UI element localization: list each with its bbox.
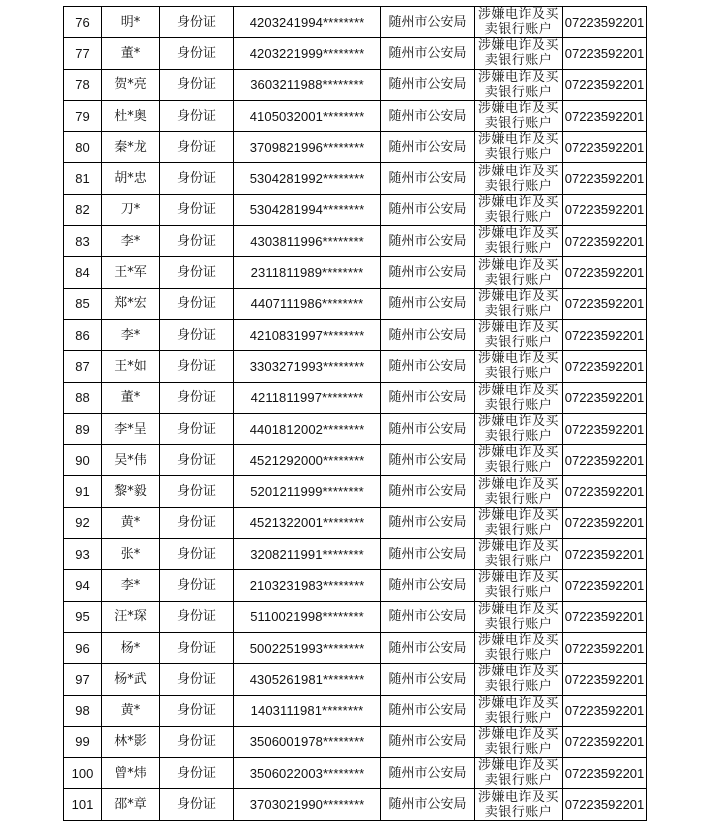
- name-cell: 李*: [102, 570, 160, 601]
- row-number-cell: 79: [64, 100, 102, 131]
- phone-cell: 07223592201: [563, 476, 647, 507]
- id-type-cell: 身份证: [160, 570, 234, 601]
- reason-line: 卖银行账户: [484, 773, 553, 789]
- reason-line: 卖银行账户: [484, 335, 553, 351]
- row-number-cell: 78: [64, 69, 102, 100]
- phone-cell: 07223592201: [563, 539, 647, 570]
- id-type-cell: 身份证: [160, 319, 234, 350]
- authority-cell: 随州市公安局: [381, 601, 475, 632]
- id-number-cell: 2103231983********: [234, 570, 381, 601]
- row-number-cell: 99: [64, 726, 102, 757]
- reason-line: 涉嫌电诈及买: [477, 601, 559, 617]
- authority-cell: 随州市公安局: [381, 413, 475, 444]
- authority-cell: 随州市公安局: [381, 100, 475, 131]
- row-number-cell: 89: [64, 413, 102, 444]
- name-cell: 吴*伟: [102, 445, 160, 476]
- reason-cell: [475, 382, 563, 413]
- reason-line: 卖银行账户: [484, 679, 553, 695]
- id-number-cell: 4105032001********: [234, 100, 381, 131]
- phone-cell: 07223592201: [563, 7, 647, 38]
- authority-cell: 随州市公安局: [381, 319, 475, 350]
- reason-line: 卖银行账户: [484, 710, 553, 726]
- id-number-cell: 4305261981********: [234, 664, 381, 695]
- id-number-cell: 4210831997********: [234, 319, 381, 350]
- phone-cell: 07223592201: [563, 319, 647, 350]
- id-number-cell: 3709821996********: [234, 132, 381, 163]
- authority-cell: 随州市公安局: [381, 132, 475, 163]
- reason-line: 涉嫌电诈及买: [477, 382, 559, 398]
- phone-cell: 07223592201: [563, 100, 647, 131]
- name-cell: 汪*琛: [102, 601, 160, 632]
- id-number-cell: 2311811989********: [234, 257, 381, 288]
- phone-cell: 07223592201: [563, 382, 647, 413]
- phone-cell: 07223592201: [563, 664, 647, 695]
- id-type-cell: 身份证: [160, 758, 234, 789]
- authority-cell: 随州市公安局: [381, 789, 475, 820]
- table-row: [64, 288, 647, 319]
- id-number-cell: 5201211999********: [234, 476, 381, 507]
- table-row: [64, 664, 647, 695]
- id-type-cell: 身份证: [160, 601, 234, 632]
- id-number-cell: 3603211988********: [234, 69, 381, 100]
- id-type-cell: 身份证: [160, 413, 234, 444]
- reason-line: 卖银行账户: [484, 84, 553, 100]
- authority-cell: 随州市公安局: [381, 257, 475, 288]
- id-number-cell: 4203221999********: [234, 38, 381, 69]
- reason-cell: [475, 476, 563, 507]
- name-cell: 黄*: [102, 695, 160, 726]
- row-number-cell: 97: [64, 664, 102, 695]
- reason-line: 涉嫌电诈及买: [477, 476, 559, 492]
- id-type-cell: 身份证: [160, 100, 234, 131]
- id-number-cell: 3208211991********: [234, 539, 381, 570]
- reason-cell: [475, 351, 563, 382]
- row-number-cell: 83: [64, 226, 102, 257]
- id-number-cell: 5002251993********: [234, 632, 381, 663]
- reason-cell: [475, 100, 563, 131]
- table-row: [64, 38, 647, 69]
- records-table-body: [64, 7, 647, 821]
- reason-line: 卖银行账户: [484, 804, 553, 820]
- row-number-cell: 93: [64, 539, 102, 570]
- reason-line: 涉嫌电诈及买: [477, 726, 559, 742]
- row-number-cell: 87: [64, 351, 102, 382]
- authority-cell: 随州市公安局: [381, 664, 475, 695]
- reason-line: 卖银行账户: [484, 741, 553, 757]
- authority-cell: 随州市公安局: [381, 570, 475, 601]
- id-type-cell: 身份证: [160, 38, 234, 69]
- reason-cell: [475, 507, 563, 538]
- id-type-cell: 身份证: [160, 726, 234, 757]
- table-row: [64, 194, 647, 225]
- name-cell: 杜*奥: [102, 100, 160, 131]
- reason-line: 涉嫌电诈及买: [477, 539, 559, 555]
- row-number-cell: 100: [64, 758, 102, 789]
- reason-line: 卖银行账户: [484, 116, 553, 132]
- name-cell: 李*呈: [102, 413, 160, 444]
- row-number-cell: 82: [64, 194, 102, 225]
- reason-line: 涉嫌电诈及买: [477, 633, 559, 649]
- phone-cell: 07223592201: [563, 132, 647, 163]
- reason-cell: [475, 38, 563, 69]
- id-type-cell: 身份证: [160, 132, 234, 163]
- id-type-cell: 身份证: [160, 445, 234, 476]
- authority-cell: 随州市公安局: [381, 382, 475, 413]
- row-number-cell: 92: [64, 507, 102, 538]
- reason-line: 涉嫌电诈及买: [477, 69, 559, 85]
- table-row: [64, 539, 647, 570]
- id-type-cell: 身份证: [160, 163, 234, 194]
- id-number-cell: 5304281992********: [234, 163, 381, 194]
- reason-cell: [475, 632, 563, 663]
- reason-line: 涉嫌电诈及买: [477, 163, 559, 179]
- phone-cell: 07223592201: [563, 695, 647, 726]
- row-number-cell: 80: [64, 132, 102, 163]
- authority-cell: 随州市公安局: [381, 194, 475, 225]
- reason-cell: [475, 664, 563, 695]
- phone-cell: 07223592201: [563, 601, 647, 632]
- reason-line: 涉嫌电诈及买: [477, 570, 559, 586]
- records-table: [63, 6, 647, 821]
- reason-cell: [475, 226, 563, 257]
- name-cell: 秦*龙: [102, 132, 160, 163]
- table-row: [64, 132, 647, 163]
- row-number-cell: 98: [64, 695, 102, 726]
- name-cell: 明*: [102, 7, 160, 38]
- reason-line: 卖银行账户: [484, 22, 553, 38]
- name-cell: 董*: [102, 382, 160, 413]
- reason-cell: [475, 695, 563, 726]
- table-row: [64, 570, 647, 601]
- row-number-cell: 76: [64, 7, 102, 38]
- table-row: [64, 226, 647, 257]
- authority-cell: 随州市公安局: [381, 38, 475, 69]
- id-number-cell: 4401812002********: [234, 413, 381, 444]
- name-cell: 王*如: [102, 351, 160, 382]
- id-type-cell: 身份证: [160, 695, 234, 726]
- id-number-cell: 1403111981********: [234, 695, 381, 726]
- id-type-cell: 身份证: [160, 257, 234, 288]
- reason-line: 卖银行账户: [484, 147, 553, 163]
- table-row: [64, 445, 647, 476]
- name-cell: 刀*: [102, 194, 160, 225]
- reason-line: 卖银行账户: [484, 366, 553, 382]
- reason-line: 卖银行账户: [484, 460, 553, 476]
- reason-line: 涉嫌电诈及买: [477, 695, 559, 711]
- table-row: [64, 789, 647, 820]
- phone-cell: 07223592201: [563, 570, 647, 601]
- id-type-cell: 身份证: [160, 194, 234, 225]
- id-type-cell: 身份证: [160, 351, 234, 382]
- phone-cell: 07223592201: [563, 726, 647, 757]
- reason-line: 涉嫌电诈及买: [477, 38, 559, 54]
- table-row: [64, 69, 647, 100]
- phone-cell: 07223592201: [563, 413, 647, 444]
- authority-cell: 随州市公安局: [381, 69, 475, 100]
- authority-cell: 随州市公安局: [381, 163, 475, 194]
- id-number-cell: 4211811997********: [234, 382, 381, 413]
- table-row: [64, 601, 647, 632]
- reason-line: 卖银行账户: [484, 429, 553, 444]
- reason-line: 涉嫌电诈及买: [477, 226, 559, 242]
- reason-cell: [475, 7, 563, 38]
- row-number-cell: 94: [64, 570, 102, 601]
- reason-cell: [475, 789, 563, 820]
- reason-cell: [475, 445, 563, 476]
- reason-cell: [475, 194, 563, 225]
- phone-cell: 07223592201: [563, 257, 647, 288]
- name-cell: 胡*忠: [102, 163, 160, 194]
- reason-line: 卖银行账户: [484, 303, 553, 319]
- authority-cell: 随州市公安局: [381, 445, 475, 476]
- id-number-cell: 3303271993********: [234, 351, 381, 382]
- authority-cell: 随州市公安局: [381, 226, 475, 257]
- name-cell: 黄*: [102, 507, 160, 538]
- reason-cell: [475, 69, 563, 100]
- name-cell: 郑*宏: [102, 288, 160, 319]
- reason-line: 涉嫌电诈及买: [477, 257, 559, 273]
- table-row: [64, 758, 647, 789]
- name-cell: 曾*炜: [102, 758, 160, 789]
- id-type-cell: 身份证: [160, 382, 234, 413]
- reason-line: 涉嫌电诈及买: [477, 445, 559, 461]
- reason-cell: [475, 758, 563, 789]
- table-row: [64, 695, 647, 726]
- table-row: [64, 7, 647, 38]
- reason-cell: [475, 132, 563, 163]
- reason-cell: [475, 413, 563, 444]
- reason-line: 涉嫌电诈及买: [477, 288, 559, 304]
- phone-cell: 07223592201: [563, 789, 647, 820]
- id-number-cell: 4521322001********: [234, 507, 381, 538]
- reason-cell: [475, 726, 563, 757]
- row-number-cell: 84: [64, 257, 102, 288]
- reason-line: 涉嫌电诈及买: [477, 320, 559, 336]
- id-number-cell: 4521292000********: [234, 445, 381, 476]
- table-row: [64, 507, 647, 538]
- reason-line: 卖银行账户: [484, 397, 553, 413]
- authority-cell: 随州市公安局: [381, 351, 475, 382]
- phone-cell: 07223592201: [563, 632, 647, 663]
- reason-line: 卖银行账户: [484, 178, 553, 194]
- name-cell: 杨*武: [102, 664, 160, 695]
- reason-line: 涉嫌电诈及买: [477, 664, 559, 680]
- authority-cell: 随州市公安局: [381, 695, 475, 726]
- phone-cell: 07223592201: [563, 445, 647, 476]
- reason-line: 涉嫌电诈及买: [477, 194, 559, 210]
- phone-cell: 07223592201: [563, 507, 647, 538]
- authority-cell: 随州市公安局: [381, 632, 475, 663]
- id-number-cell: 4303811996********: [234, 226, 381, 257]
- row-number-cell: 96: [64, 632, 102, 663]
- reason-line: 卖银行账户: [484, 522, 553, 538]
- table-row: [64, 476, 647, 507]
- authority-cell: 随州市公安局: [381, 7, 475, 38]
- reason-line: 涉嫌电诈及买: [477, 507, 559, 523]
- id-type-cell: 身份证: [160, 69, 234, 100]
- name-cell: 林*影: [102, 726, 160, 757]
- phone-cell: 07223592201: [563, 758, 647, 789]
- reason-line: 涉嫌电诈及买: [477, 7, 559, 23]
- id-type-cell: 身份证: [160, 789, 234, 820]
- reason-cell: [475, 319, 563, 350]
- id-type-cell: 身份证: [160, 288, 234, 319]
- reason-line: 涉嫌电诈及买: [477, 789, 559, 805]
- table-row: [64, 413, 647, 444]
- name-cell: 李*: [102, 226, 160, 257]
- name-cell: 杨*: [102, 632, 160, 663]
- id-type-cell: 身份证: [160, 226, 234, 257]
- id-number-cell: 4407111986********: [234, 288, 381, 319]
- row-number-cell: 95: [64, 601, 102, 632]
- row-number-cell: 86: [64, 319, 102, 350]
- reason-line: 卖银行账户: [484, 491, 553, 507]
- phone-cell: 07223592201: [563, 226, 647, 257]
- name-cell: 邵*章: [102, 789, 160, 820]
- reason-line: 卖银行账户: [484, 209, 553, 225]
- authority-cell: 随州市公安局: [381, 758, 475, 789]
- table-row: [64, 726, 647, 757]
- row-number-cell: 85: [64, 288, 102, 319]
- row-number-cell: 101: [64, 789, 102, 820]
- phone-cell: 07223592201: [563, 288, 647, 319]
- reason-line: 涉嫌电诈及买: [477, 132, 559, 148]
- reason-cell: [475, 570, 563, 601]
- phone-cell: 07223592201: [563, 194, 647, 225]
- reason-line: 卖银行账户: [484, 241, 553, 257]
- name-cell: 李*: [102, 319, 160, 350]
- reason-line: 卖银行账户: [484, 53, 553, 69]
- name-cell: 张*: [102, 539, 160, 570]
- reason-line: 卖银行账户: [484, 616, 553, 632]
- reason-line: 卖银行账户: [484, 272, 553, 288]
- name-cell: 王*军: [102, 257, 160, 288]
- table-row: [64, 351, 647, 382]
- id-number-cell: 3506022003********: [234, 758, 381, 789]
- id-type-cell: 身份证: [160, 476, 234, 507]
- table-row: [64, 100, 647, 131]
- row-number-cell: 90: [64, 445, 102, 476]
- id-number-cell: 5304281994********: [234, 194, 381, 225]
- reason-cell: [475, 539, 563, 570]
- id-number-cell: 3506001978********: [234, 726, 381, 757]
- id-type-cell: 身份证: [160, 539, 234, 570]
- id-type-cell: 身份证: [160, 507, 234, 538]
- name-cell: 贺*亮: [102, 69, 160, 100]
- reason-line: 涉嫌电诈及买: [477, 101, 559, 117]
- row-number-cell: 81: [64, 163, 102, 194]
- authority-cell: 随州市公安局: [381, 507, 475, 538]
- id-type-cell: 身份证: [160, 7, 234, 38]
- table-row: [64, 163, 647, 194]
- id-number-cell: 4203241994********: [234, 7, 381, 38]
- id-number-cell: 3703021990********: [234, 789, 381, 820]
- id-number-cell: 5110021998********: [234, 601, 381, 632]
- reason-line: 涉嫌电诈及买: [477, 414, 559, 429]
- reason-cell: [475, 257, 563, 288]
- reason-cell: [475, 163, 563, 194]
- authority-cell: 随州市公安局: [381, 726, 475, 757]
- id-type-cell: 身份证: [160, 632, 234, 663]
- table-row: [64, 319, 647, 350]
- authority-cell: 随州市公安局: [381, 288, 475, 319]
- row-number-cell: 88: [64, 382, 102, 413]
- phone-cell: 07223592201: [563, 38, 647, 69]
- reason-line: 涉嫌电诈及买: [477, 351, 559, 367]
- row-number-cell: 77: [64, 38, 102, 69]
- authority-cell: 随州市公安局: [381, 539, 475, 570]
- row-number-cell: 91: [64, 476, 102, 507]
- table-row: [64, 632, 647, 663]
- name-cell: 董*: [102, 38, 160, 69]
- reason-line: 卖银行账户: [484, 648, 553, 664]
- phone-cell: 07223592201: [563, 163, 647, 194]
- reason-cell: [475, 601, 563, 632]
- reason-line: 卖银行账户: [484, 554, 553, 570]
- table-row: [64, 382, 647, 413]
- authority-cell: 随州市公安局: [381, 476, 475, 507]
- table-row: [64, 257, 647, 288]
- phone-cell: 07223592201: [563, 351, 647, 382]
- id-type-cell: 身份证: [160, 664, 234, 695]
- name-cell: 黎*毅: [102, 476, 160, 507]
- reason-line: 涉嫌电诈及买: [477, 758, 559, 774]
- phone-cell: 07223592201: [563, 69, 647, 100]
- reason-cell: [475, 288, 563, 319]
- reason-line: 卖银行账户: [484, 585, 553, 601]
